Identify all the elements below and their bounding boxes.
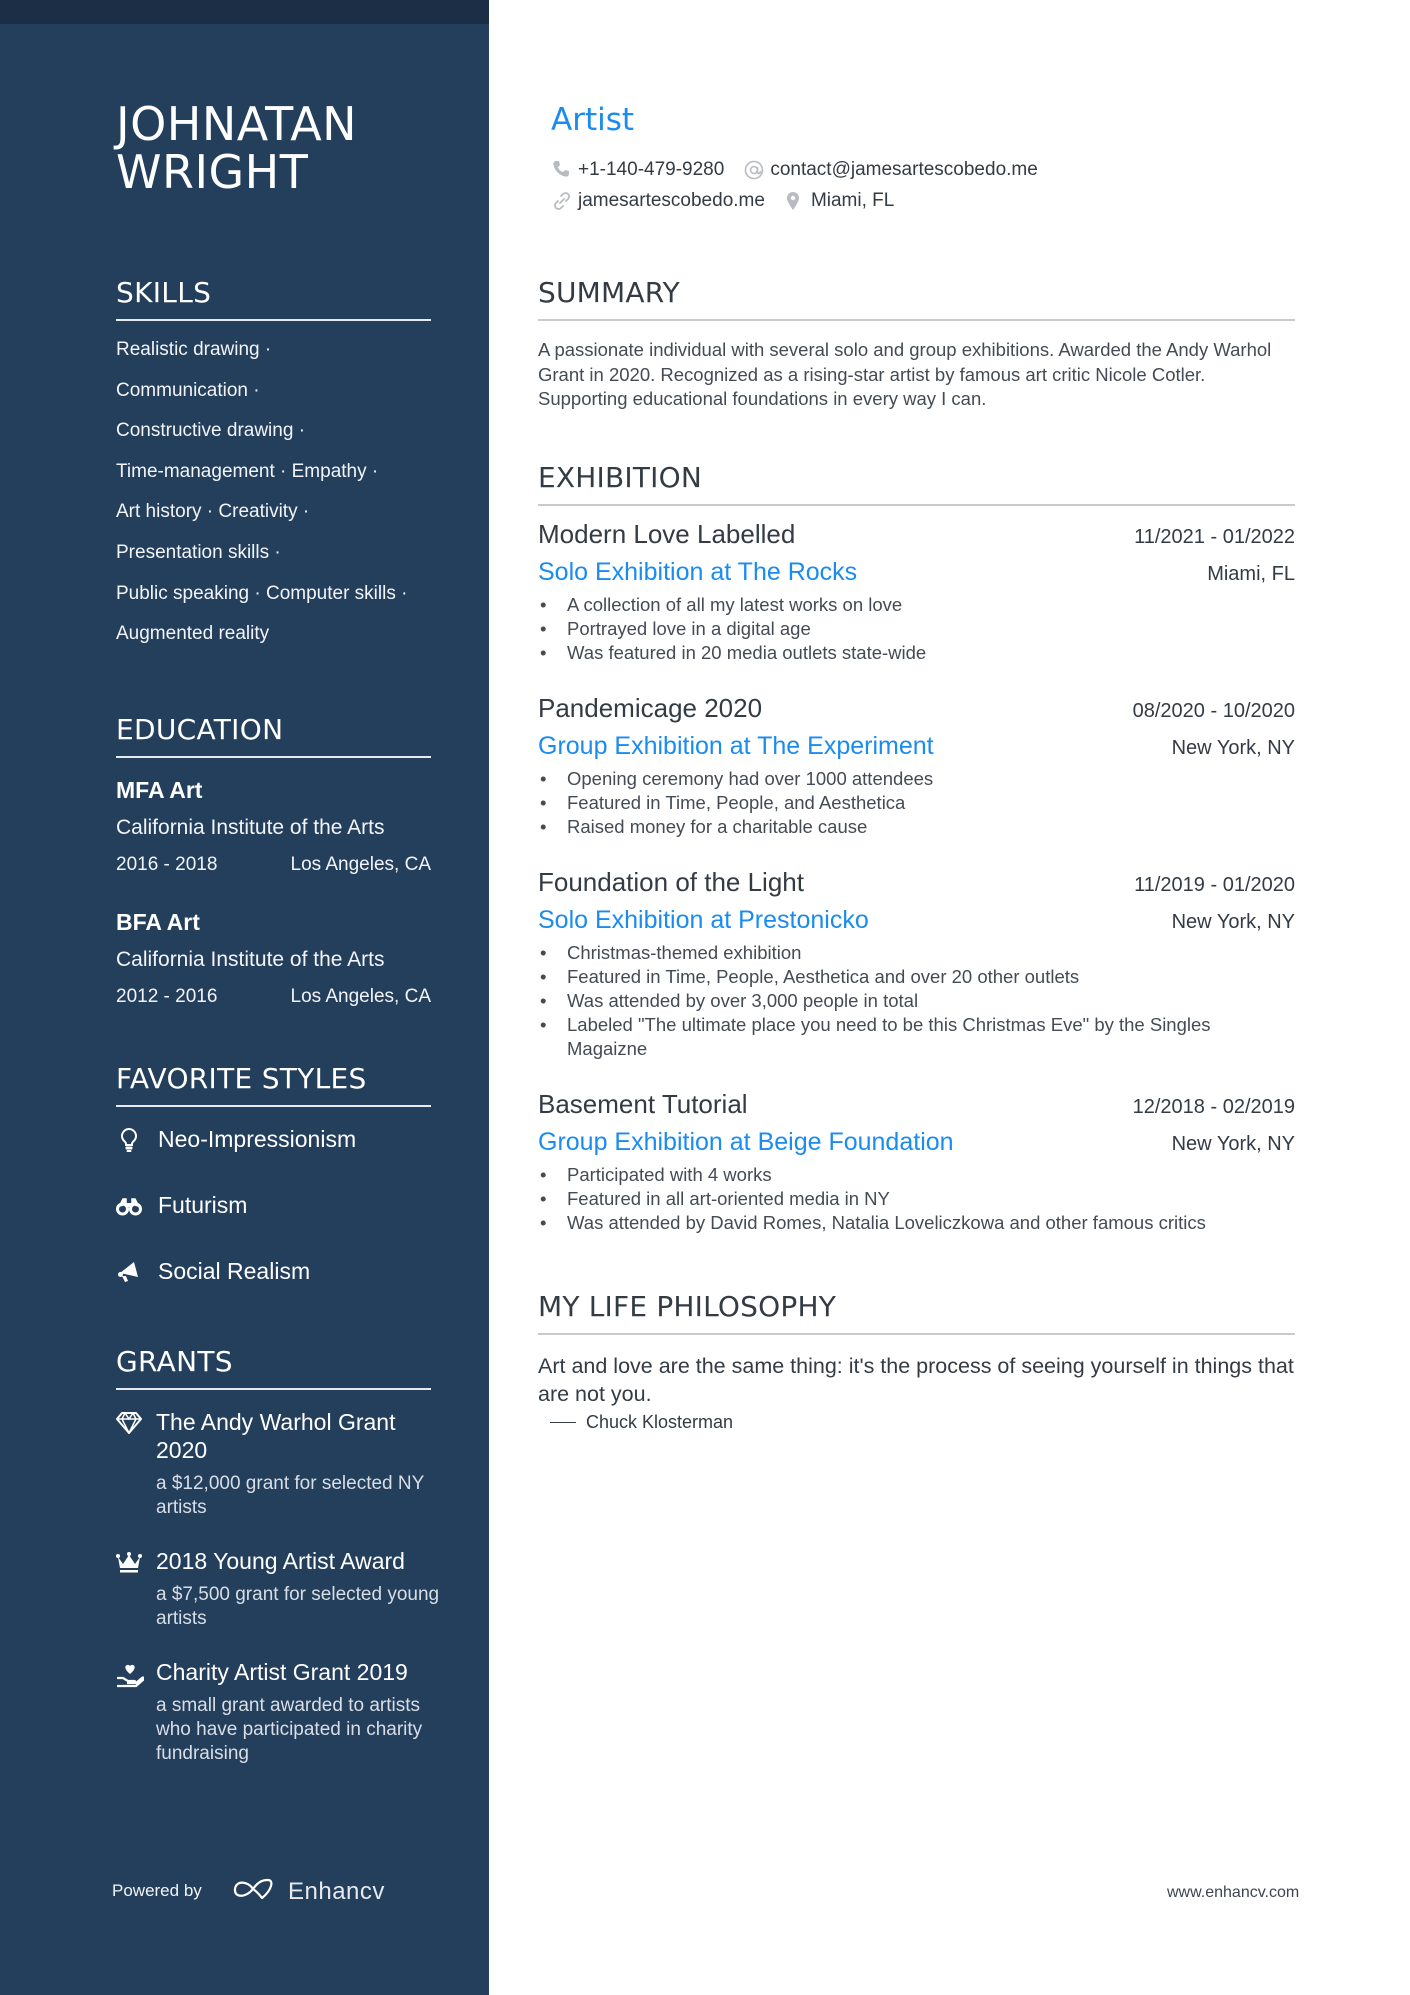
- style-label: Neo-Impressionism: [158, 1126, 357, 1152]
- summary-text: A passionate individual with several solo and group exhibitions. Awarded the Andy Warhol Grant in 2020. Recognized as a rising-star artist by famous art critic Nicole Cotler. Supporting educational foundations in every way I can.: [538, 339, 1272, 409]
- megaphone-icon: [116, 1259, 142, 1285]
- education-degree: MFA Art: [116, 777, 203, 803]
- link-icon: [552, 191, 572, 211]
- education-degree: BFA Art: [116, 909, 200, 935]
- exhibition-dates: 12/2018 - 02/2019: [1132, 1096, 1295, 1118]
- brand-name: Enhancv: [288, 1877, 385, 1905]
- map-pin-icon: [785, 191, 805, 211]
- education-item: [116, 907, 431, 1010]
- education-meta: [116, 852, 431, 878]
- exhibition-location: Miami, FL: [1207, 563, 1295, 585]
- exhibition-venue: Group Exhibition at The Experiment: [538, 732, 934, 760]
- candidate-name: [116, 97, 456, 199]
- exhibition-venue: Solo Exhibition at The Rocks: [538, 558, 858, 586]
- sidebar: [0, 0, 489, 1995]
- style-item: [116, 1192, 247, 1219]
- summary-heading: SUMMARY: [538, 276, 1295, 321]
- exhibition-location: New York, NY: [1171, 737, 1295, 759]
- at-sign-icon: [744, 160, 764, 180]
- bullet-item: • Portrayed love in a digital age: [538, 617, 1295, 641]
- contact-phone: [552, 159, 724, 181]
- lightbulb-icon: [116, 1127, 142, 1153]
- bullet-item: • Featured in Time, People, Aesthetica and over 20 other outlets: [538, 965, 1295, 989]
- crown-icon: [116, 1551, 142, 1577]
- grant-description: a $7,500 grant for selected young artists: [156, 1584, 440, 1629]
- education-item: [116, 775, 431, 878]
- skills-list: [116, 337, 446, 662]
- exhibition-venue: Solo Exhibition at Prestonicko: [538, 906, 869, 934]
- website-url: jamesartescobedo.me: [578, 190, 765, 211]
- education-dates: 2012 - 2016: [116, 986, 218, 1007]
- bullet-item: • A collection of all my latest works on love: [538, 593, 1295, 617]
- exhibition-name: Pandemicage 2020: [538, 693, 763, 723]
- skills-heading: SKILLS: [116, 276, 431, 321]
- em-dash: [550, 1422, 576, 1423]
- exhibition-bullets: [538, 1163, 1295, 1235]
- diamond-icon: [116, 1412, 142, 1438]
- exhibition-location: New York, NY: [1171, 911, 1295, 933]
- education-school: California Institute of the Arts: [116, 948, 385, 971]
- phone-number: +1-140-479-9280: [578, 159, 725, 180]
- skill-line: Presentation skills ·: [116, 541, 281, 563]
- education-location: Los Angeles, CA: [290, 986, 431, 1007]
- exhibition-venue: Group Exhibition at Beige Foundation: [538, 1128, 954, 1156]
- contact-location: [785, 190, 894, 212]
- exhibition-item: [538, 1089, 1295, 1235]
- grant-item: [116, 1658, 446, 1766]
- email-address: contact@jamesartescobedo.me: [770, 159, 1038, 180]
- exhibition-bullets: [538, 593, 1295, 665]
- infinity-heart-icon: [232, 1876, 278, 1907]
- contact-row: [552, 190, 914, 212]
- exhibition-dates: 11/2019 - 01/2020: [1134, 874, 1295, 896]
- exhibition-bullets: [538, 767, 1295, 839]
- sidebar-top-band: [0, 0, 489, 24]
- grant-title: The Andy Warhol Grant 2020: [156, 1409, 396, 1463]
- skill-line: Communication ·: [116, 379, 260, 401]
- skill-line: Constructive drawing ·: [116, 420, 306, 442]
- contact-website[interactable]: [552, 190, 765, 212]
- quote-author: [550, 1412, 733, 1433]
- contact-email[interactable]: [744, 159, 1037, 181]
- bullet-item: • Christmas-themed exhibition: [538, 941, 1295, 965]
- style-label: Futurism: [158, 1192, 248, 1218]
- style-item: [116, 1258, 310, 1285]
- quote-author-name: Chuck Klosterman: [586, 1412, 734, 1432]
- job-title: Artist: [551, 102, 635, 138]
- education-location: Los Angeles, CA: [290, 854, 431, 875]
- education-meta: [116, 984, 431, 1010]
- grant-item: [116, 1547, 446, 1631]
- exhibition-heading: EXHIBITION: [538, 461, 1295, 506]
- bullet-item: • Was featured in 20 media outlets state-wide: [538, 641, 1295, 665]
- education-heading: EDUCATION: [116, 713, 431, 758]
- style-item: [116, 1126, 356, 1153]
- philosophy-heading: MY LIFE PHILOSOPHY: [538, 1290, 1295, 1335]
- contact-row: [552, 159, 1058, 181]
- bullet-item: • Labeled "The ultimate place you need to be this Christmas Eve" by the Singles Magaizne: [538, 1013, 1295, 1061]
- name-first: JOHNATAN: [116, 97, 358, 151]
- phone-icon: [552, 160, 572, 180]
- skill-line: Time-management · Empathy ·: [116, 460, 379, 482]
- hand-heart-icon: [116, 1662, 142, 1688]
- exhibition-name: Foundation of the Light: [538, 867, 804, 897]
- philosophy-quote: Art and love are the same thing: it's the process of seeing yourself in things that are not you.: [538, 1354, 1294, 1406]
- exhibition-item: [538, 519, 1295, 665]
- favorite-styles-heading: FAVORITE STYLES: [116, 1062, 431, 1107]
- bullet-item: • Was attended by over 3,000 people in total: [538, 989, 1295, 1013]
- bullet-item: • Raised money for a charitable cause: [538, 815, 1295, 839]
- exhibition-dates: 08/2020 - 10/2020: [1132, 700, 1295, 722]
- grant-description: a $12,000 grant for selected NY artists: [156, 1473, 424, 1518]
- bullet-item: • Was attended by David Romes, Natalia Loveliczkowa and other famous critics: [538, 1211, 1295, 1235]
- location-text: Miami, FL: [810, 190, 895, 211]
- name-last: WRIGHT: [116, 145, 309, 199]
- binoculars-icon: [116, 1193, 142, 1219]
- grants-heading: GRANTS: [116, 1345, 431, 1390]
- bullet-item: • Opening ceremony had over 1000 attendees: [538, 767, 1295, 791]
- exhibition-item: [538, 693, 1295, 839]
- skill-line: Augmented reality: [116, 623, 270, 645]
- exhibition-name: Modern Love Labelled: [538, 519, 796, 549]
- grant-item: [116, 1408, 446, 1520]
- bullet-item: • Featured in all art-oriented media in NY: [538, 1187, 1295, 1211]
- exhibition-location: New York, NY: [1171, 1133, 1295, 1155]
- education-school: California Institute of the Arts: [116, 816, 385, 839]
- exhibition-name: Basement Tutorial: [538, 1089, 748, 1119]
- education-dates: 2016 - 2018: [116, 854, 218, 875]
- bullet-item: • Featured in Time, People, and Aesthetica: [538, 791, 1295, 815]
- exhibition-dates: 11/2021 - 01/2022: [1134, 526, 1295, 548]
- grant-title: 2018 Young Artist Award: [156, 1548, 405, 1574]
- skill-line: Public speaking · Computer skills ·: [116, 582, 408, 604]
- footer-url[interactable]: www.enhancv.com: [1167, 1884, 1300, 1901]
- bullet-item: • Participated with 4 works: [538, 1163, 1295, 1187]
- style-label: Social Realism: [158, 1258, 311, 1284]
- exhibition-bullets: [538, 941, 1295, 1061]
- grant-description: a small grant awarded to artists who have participated in charity fundraising: [156, 1695, 423, 1764]
- grant-title: Charity Artist Grant 2019: [156, 1659, 408, 1685]
- skill-line: Art history · Creativity ·: [116, 501, 310, 523]
- skill-line: Realistic drawing ·: [116, 339, 272, 360]
- exhibition-item: [538, 867, 1295, 1061]
- enhancv-logo[interactable]: [232, 1876, 385, 1907]
- powered-by-label: Powered by: [112, 1881, 202, 1900]
